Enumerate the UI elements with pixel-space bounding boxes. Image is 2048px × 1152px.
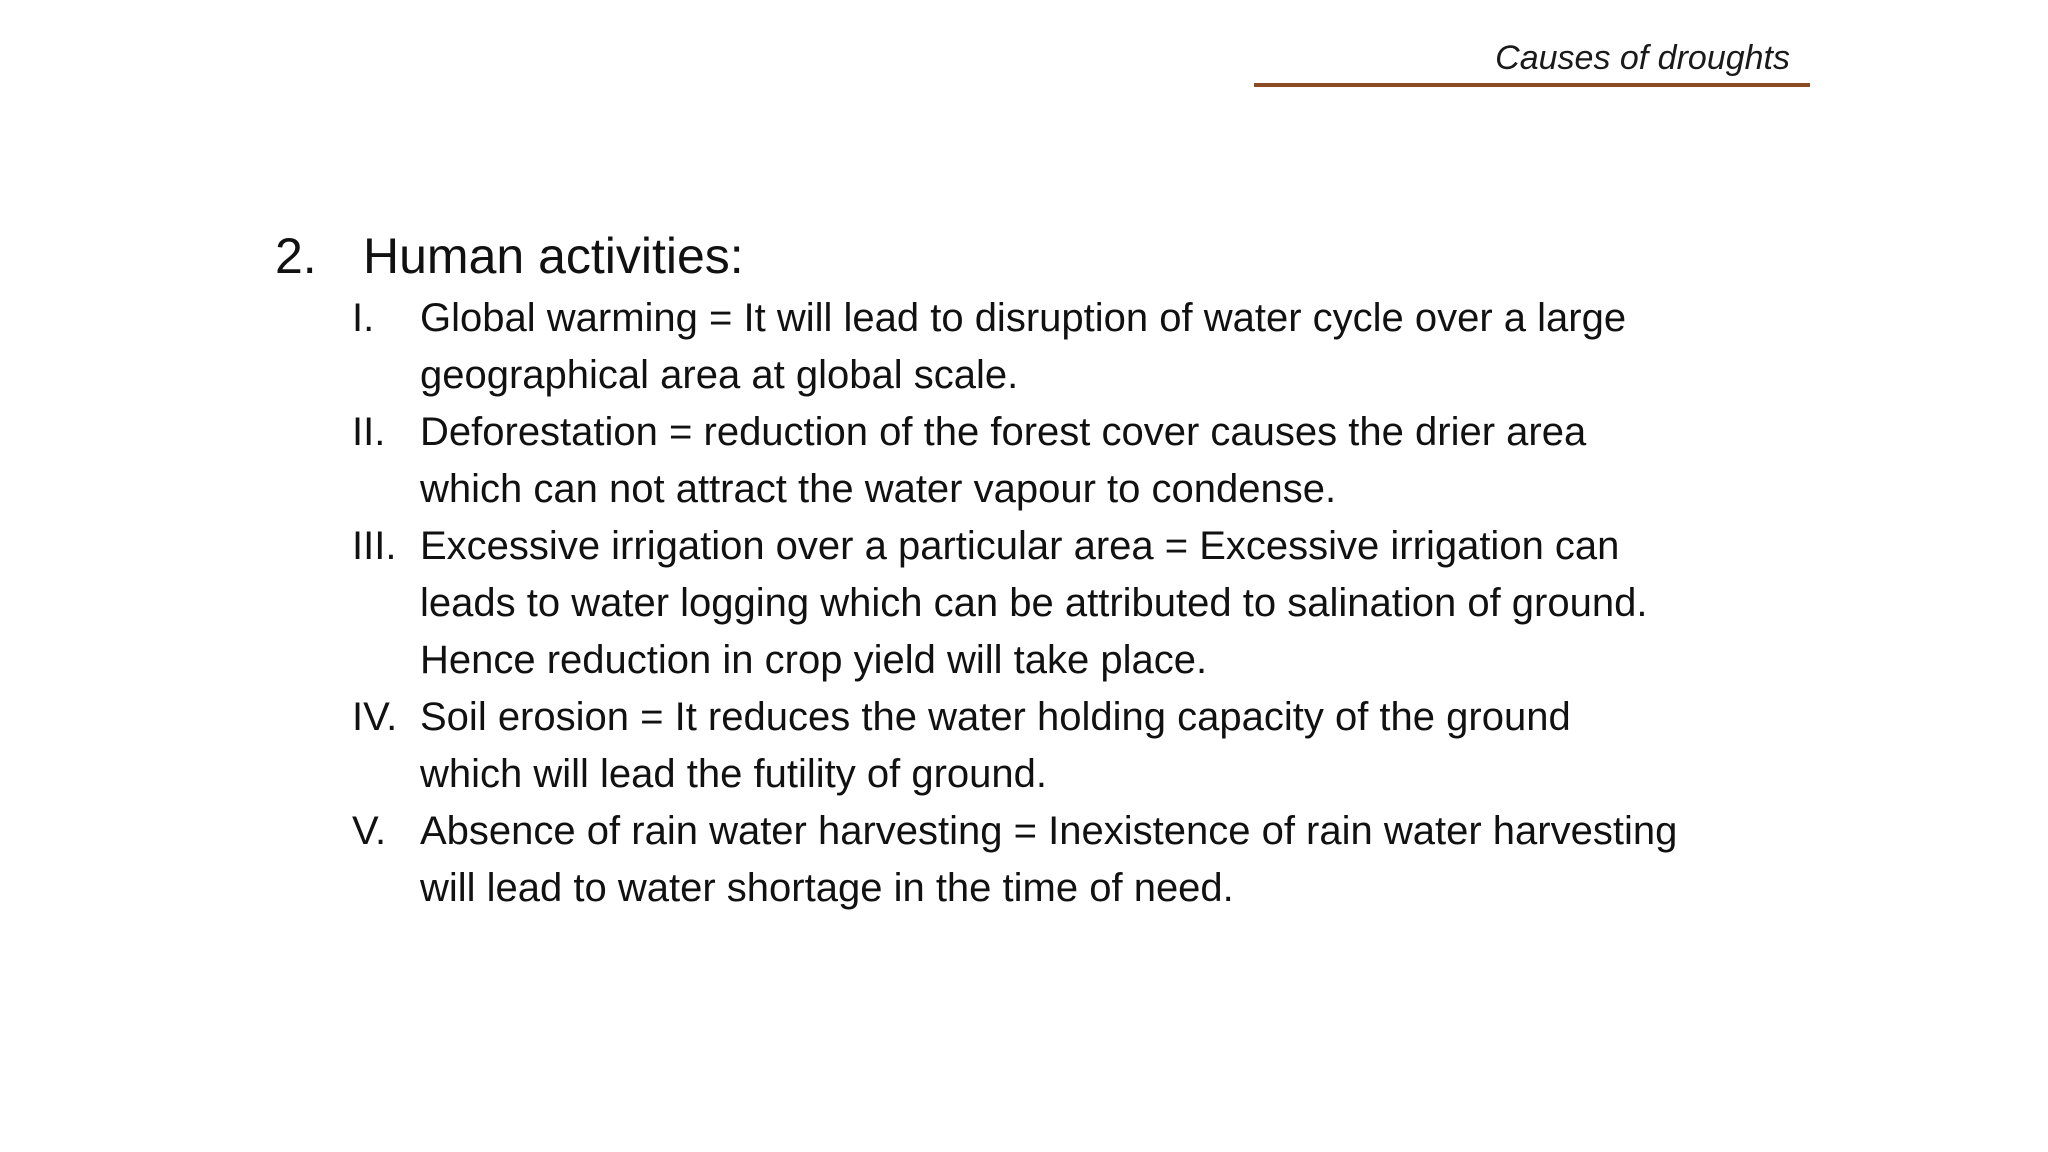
list-item bbox=[352, 404, 1812, 518]
list-item-numeral: III. bbox=[352, 524, 397, 568]
list-item-numeral: V. bbox=[352, 809, 387, 853]
list-item-numeral: II. bbox=[352, 410, 386, 454]
list-item bbox=[352, 290, 1812, 404]
list-item-text: geographical area at global scale. bbox=[420, 353, 1019, 397]
header-divider bbox=[1254, 83, 1810, 87]
section-number: 2. bbox=[275, 228, 317, 284]
list-item-text: Excessive irrigation over a particular area = Excessive irrigation can bbox=[420, 524, 1620, 568]
list-item bbox=[352, 518, 1812, 689]
list-item-text: will lead to water shortage in the time of need. bbox=[420, 866, 1234, 910]
list-item-text: Soil erosion = It reduces the water holding capacity of the ground bbox=[420, 695, 1571, 739]
list-item-text: Global warming = It will lead to disruption of water cycle over a large bbox=[420, 296, 1627, 340]
section-title: Human activities: bbox=[363, 228, 744, 284]
list-item-text: leads to water logging which can be attributed to salination of ground. bbox=[420, 581, 1648, 625]
list-item-text: which will lead the futility of ground. bbox=[420, 752, 1047, 796]
section-heading bbox=[275, 224, 744, 288]
list-item-numeral: IV. bbox=[352, 695, 398, 739]
list-item-text: Hence reduction in crop yield will take place. bbox=[420, 638, 1208, 682]
list-item-text: which can not attract the water vapour to condense. bbox=[420, 467, 1337, 511]
list-item-text: Absence of rain water harvesting = Inexistence of rain water harvesting bbox=[420, 809, 1678, 853]
list-item bbox=[352, 803, 1812, 917]
header-title: Causes of droughts bbox=[1495, 39, 1790, 77]
cause-list bbox=[352, 290, 1812, 917]
list-item-numeral: I. bbox=[352, 296, 375, 340]
list-item bbox=[352, 689, 1812, 803]
list-item-text: Deforestation = reduction of the forest cover causes the drier area bbox=[420, 410, 1587, 454]
